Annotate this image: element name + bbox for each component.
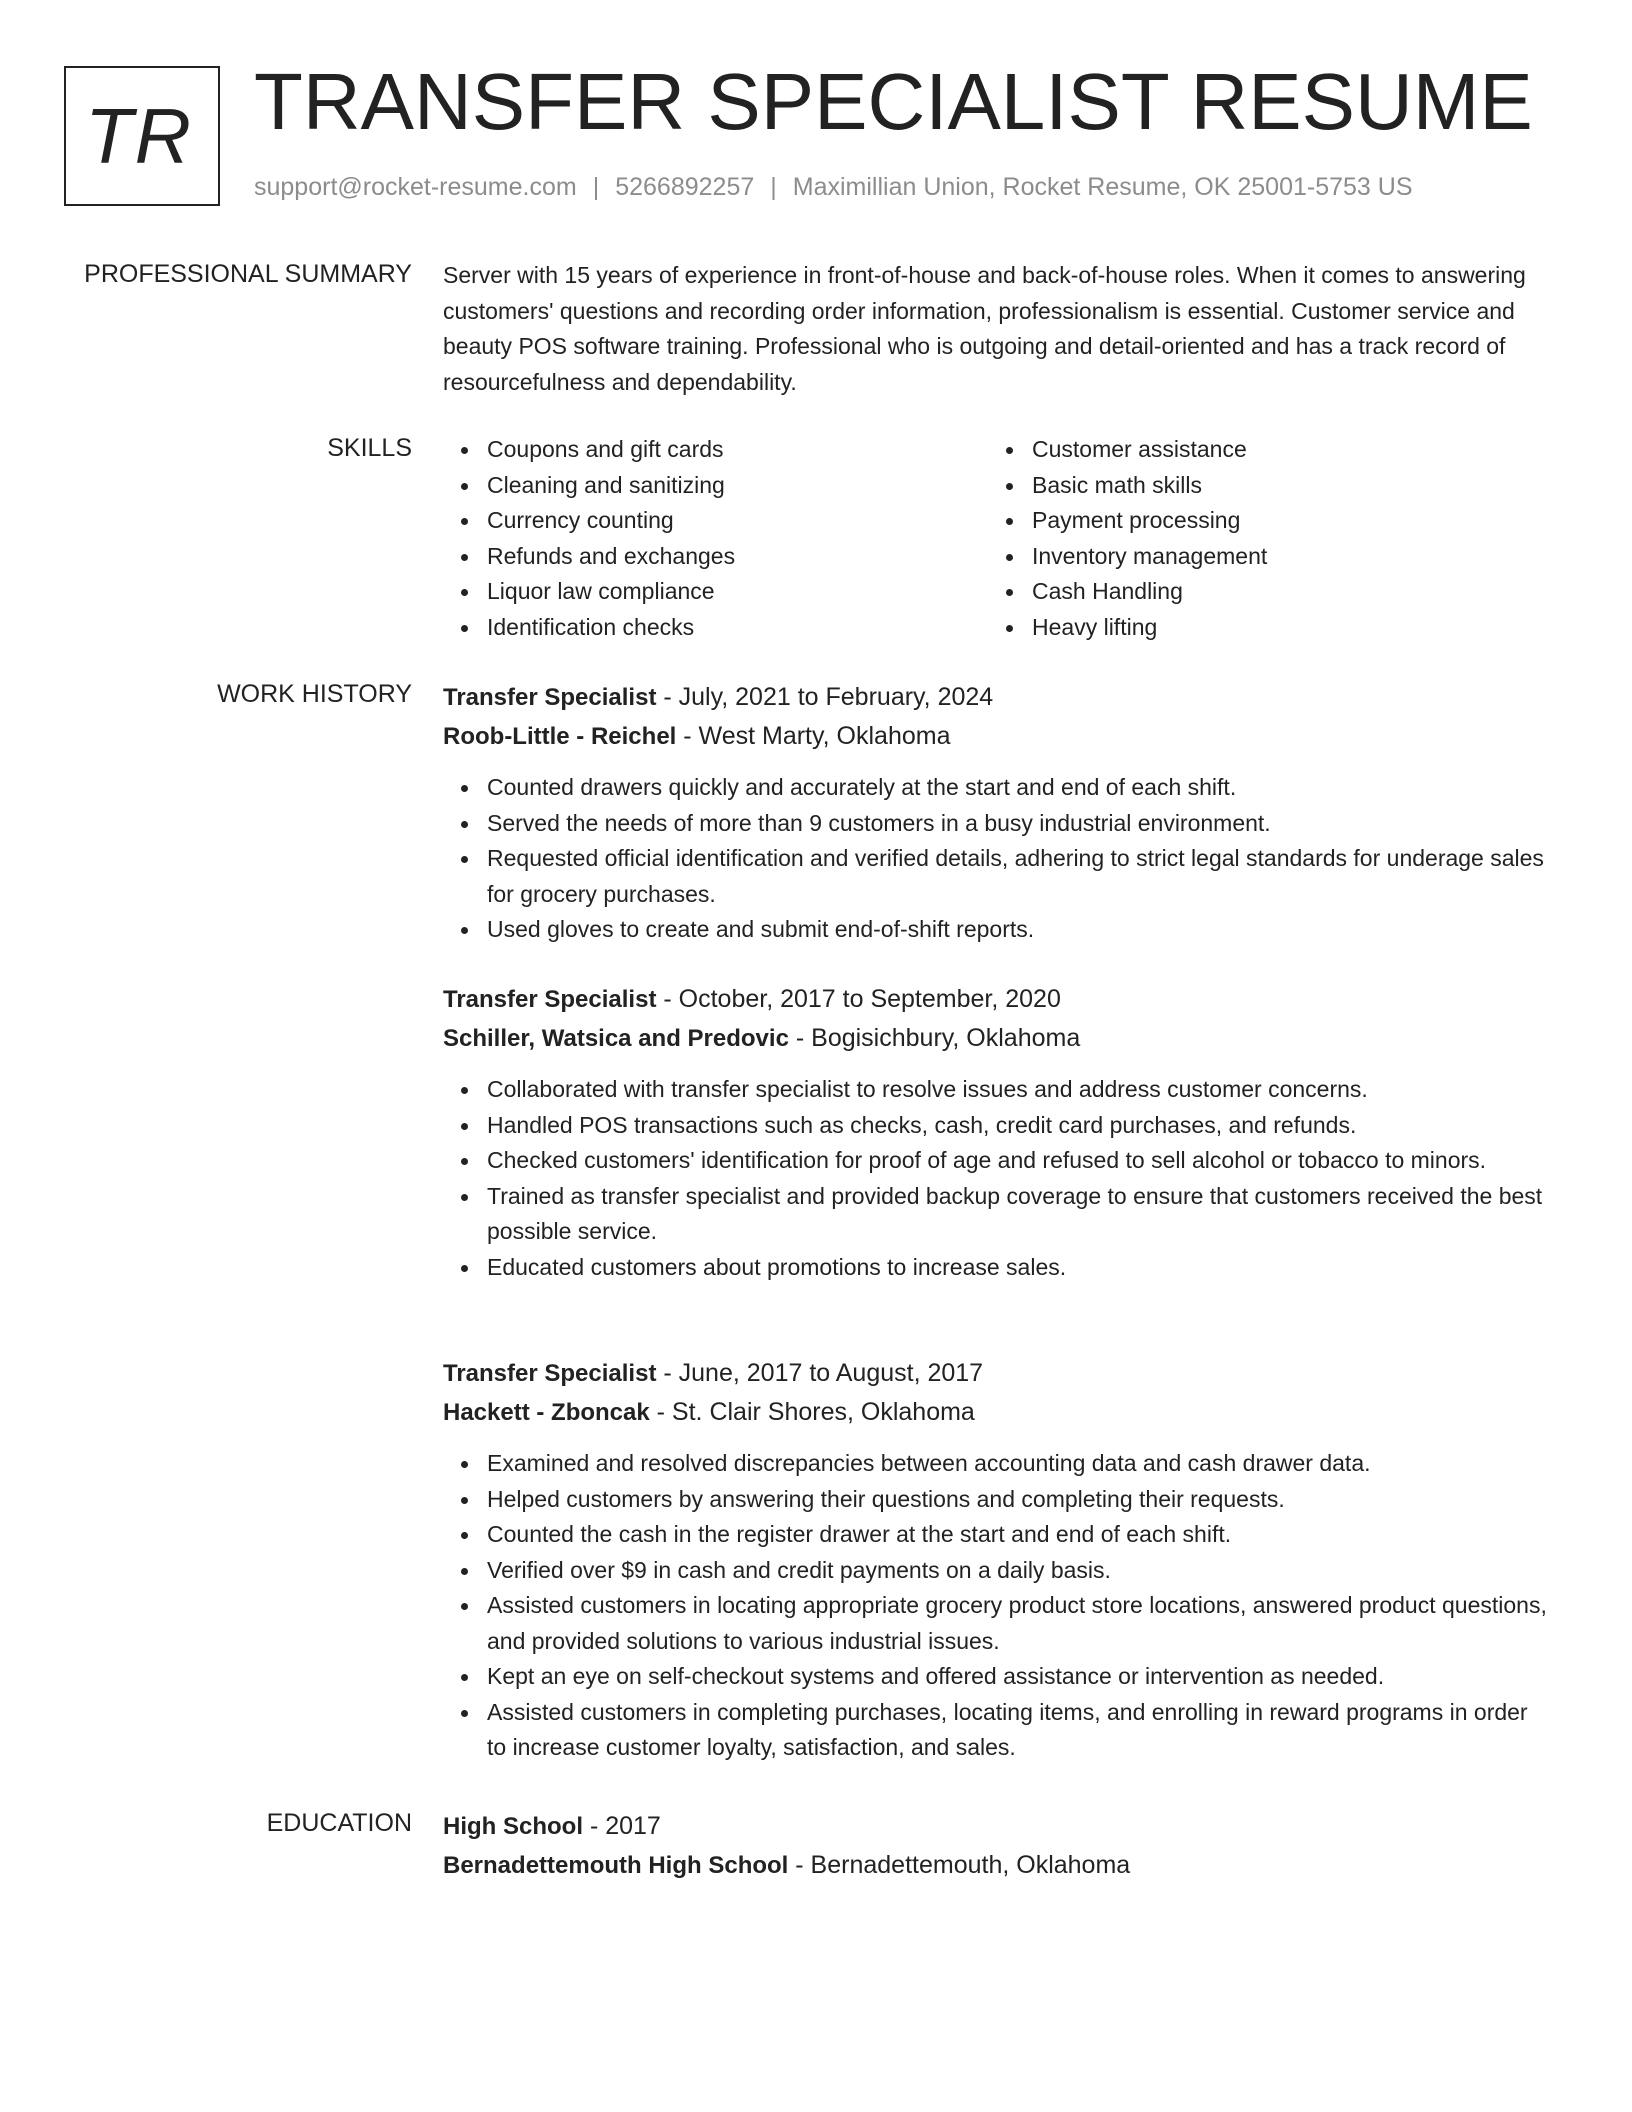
job-title-line	[443, 678, 1553, 717]
job-company-line	[443, 717, 1553, 756]
skill-item: Payment processing	[988, 503, 1533, 539]
resume-title: TRANSFER SPECIALIST RESUME	[254, 57, 1533, 146]
skills-column-left	[443, 432, 988, 645]
job-bullet: Trained as transfer specialist and provided backup coverage to ensure that customers received the best possible service.	[443, 1179, 1553, 1250]
skills-body	[443, 432, 1553, 645]
education-degree: High School	[443, 1813, 583, 1840]
monogram-box	[64, 66, 220, 206]
education-school-line	[443, 1846, 1553, 1885]
summary-body	[443, 258, 1553, 400]
job-location: - West Marty, Oklahoma	[676, 722, 951, 750]
section-label-summary: PROFESSIONAL SUMMARY	[84, 260, 412, 288]
skill-item: Identification checks	[443, 610, 988, 646]
contact-separator: |	[770, 173, 777, 201]
section-label-skills: SKILLS	[327, 434, 412, 462]
skill-item: Cleaning and sanitizing	[443, 468, 988, 504]
skill-item: Inventory management	[988, 539, 1533, 575]
job-entry	[443, 1354, 1553, 1766]
job-location: - Bogisichbury, Oklahoma	[788, 1024, 1081, 1052]
job-bullet: Collaborated with transfer specialist to resolve issues and address customer concerns.	[443, 1072, 1553, 1108]
job-location: - St. Clair Shores, Oklahoma	[649, 1398, 975, 1426]
education-year: - 2017	[583, 1812, 661, 1840]
job-bullet: Counted the cash in the register drawer at the start and end of each shift.	[443, 1517, 1553, 1553]
skill-item: Basic math skills	[988, 468, 1533, 504]
contact-separator: |	[592, 173, 600, 201]
education-location: - Bernadettemouth, Oklahoma	[788, 1851, 1131, 1879]
job-bullet: Helped customers by answering their questions and completing their requests.	[443, 1482, 1553, 1518]
monogram-initials: TR	[85, 91, 193, 180]
job-bullet: Verified over $9 in cash and credit payments on a daily basis.	[443, 1553, 1553, 1589]
contact-address: Maximillian Union, Rocket Resume, OK 25001-5753 US	[792, 173, 1413, 201]
job-bullet: Kept an eye on self-checkout systems and offered assistance or intervention as needed.	[443, 1659, 1553, 1695]
education-school: Bernadettemouth High School	[443, 1852, 789, 1879]
skill-item: Liquor law compliance	[443, 574, 988, 610]
section-label-work: WORK HISTORY	[217, 680, 412, 708]
job-bullet: Assisted customers in locating appropriate grocery product store locations, answered product questions, and provided solutions to various industrial issues.	[443, 1588, 1553, 1659]
job-bullet: Requested official identification and verified details, adhering to strict legal standards for underage sales for grocery purchases.	[443, 841, 1553, 912]
job-bullet: Handled POS transactions such as checks, cash, credit card purchases, and refunds.	[443, 1108, 1553, 1144]
job-dates: - June, 2017 to August, 2017	[656, 1359, 984, 1387]
job-entry	[443, 678, 1553, 948]
job-bullets	[443, 770, 1553, 948]
job-bullet: Examined and resolved discrepancies between accounting data and cash drawer data.	[443, 1446, 1553, 1482]
job-title-line	[443, 1354, 1553, 1393]
job-entry	[443, 980, 1553, 1285]
work-body	[443, 678, 1553, 1760]
job-title: Transfer Specialist	[443, 986, 657, 1013]
job-bullet: Used gloves to create and submit end-of-shift reports.	[443, 912, 1553, 948]
skills-column-right	[988, 432, 1533, 645]
contact-email: support@rocket-resume.com	[254, 173, 577, 201]
education-body	[443, 1807, 1553, 1885]
job-bullet: Checked customers' identification for proof of age and refused to sell alcohol or tobacco to minors.	[443, 1143, 1553, 1179]
job-bullet: Counted drawers quickly and accurately at the start and end of each shift.	[443, 770, 1553, 806]
job-bullet: Served the needs of more than 9 customers in a busy industrial environment.	[443, 806, 1553, 842]
job-bullets	[443, 1072, 1553, 1285]
job-title: Transfer Specialist	[443, 684, 657, 711]
skill-item: Currency counting	[443, 503, 988, 539]
job-bullet: Assisted customers in completing purchases, locating items, and enrolling in reward programs in order to increase customer loyalty, satisfaction, and sales.	[443, 1695, 1553, 1766]
contact-phone: 5266892257	[615, 173, 755, 201]
job-title-line	[443, 980, 1553, 1019]
job-dates: - October, 2017 to September, 2020	[656, 985, 1061, 1013]
skill-item: Coupons and gift cards	[443, 432, 988, 468]
skill-item: Heavy lifting	[988, 610, 1533, 646]
job-bullets	[443, 1446, 1553, 1766]
job-company: Hackett - Zboncak	[443, 1399, 650, 1426]
contact-line	[254, 172, 1413, 202]
job-title: Transfer Specialist	[443, 1360, 657, 1387]
skill-item: Refunds and exchanges	[443, 539, 988, 575]
summary-text: Server with 15 years of experience in front-of-house and back-of-house roles. When it comes to answering customers' questions and recording order information, professionalism is essential. Customer service and beauty POS software training. Professional who is outgoing and detail-oriented and has a track record of resourcefulness and dependability.	[443, 262, 1526, 395]
job-company: Schiller, Watsica and Predovic	[443, 1025, 789, 1052]
job-company: Roob-Little - Reichel	[443, 723, 677, 750]
job-company-line	[443, 1019, 1553, 1058]
section-label-education: EDUCATION	[266, 1809, 412, 1837]
skills-columns	[443, 432, 1553, 645]
job-company-line	[443, 1393, 1553, 1432]
skill-item: Customer assistance	[988, 432, 1533, 468]
job-dates: - July, 2021 to February, 2024	[656, 683, 994, 711]
job-bullet: Educated customers about promotions to increase sales.	[443, 1250, 1553, 1286]
skill-item: Cash Handling	[988, 574, 1533, 610]
education-degree-line	[443, 1807, 1553, 1846]
